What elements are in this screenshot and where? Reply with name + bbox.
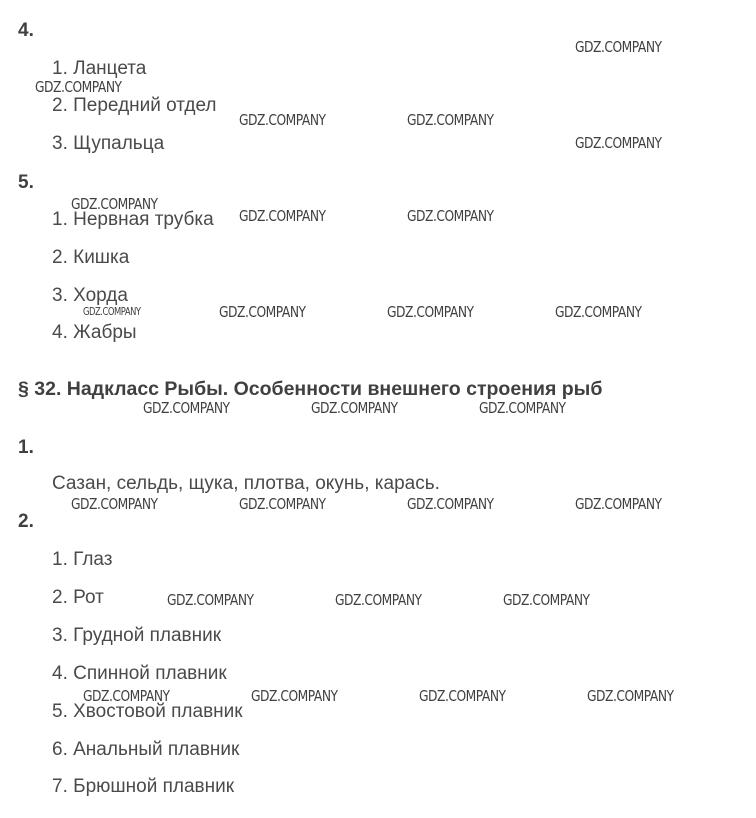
watermark: GDZ.COMPANY xyxy=(143,399,230,417)
watermark: GDZ.COMPANY xyxy=(83,687,170,705)
watermark: GDZ.COMPANY xyxy=(575,495,662,513)
watermark: GDZ.COMPANY xyxy=(311,399,398,417)
answer-item: 4. Жабры xyxy=(52,322,137,343)
question-number-5: 5. xyxy=(18,172,34,193)
watermark: GDZ.COMPANY xyxy=(407,207,494,225)
watermark: GDZ.COMPANY xyxy=(407,495,494,513)
answer-item: 2. Рот xyxy=(52,587,104,608)
watermark: GDZ.COMPANY xyxy=(239,111,326,129)
watermark: GDZ.COMPANY xyxy=(587,687,674,705)
question-number-1: 1. xyxy=(18,437,34,458)
watermark: GDZ.COMPANY xyxy=(251,687,338,705)
watermark: GDZ.COMPANY xyxy=(575,134,662,152)
watermark: GDZ.COMPANY xyxy=(335,591,422,609)
watermark: GDZ.COMPANY xyxy=(35,78,122,96)
section-heading: § 32. Надкласс Рыбы. Особенности внешнего строения рыб xyxy=(18,378,603,400)
answer-item: 4. Спинной плавник xyxy=(52,663,227,684)
watermark: GDZ.COMPANY xyxy=(419,687,506,705)
answer-item: 6. Анальный плавник xyxy=(52,739,240,760)
answer-text: Сазан, сельдь, щука, плотва, окунь, карась. xyxy=(52,473,440,494)
watermark: GDZ.COMPANY xyxy=(555,303,642,321)
question-number-2: 2. xyxy=(18,511,34,532)
answer-item: 7. Брюшной плавник xyxy=(52,776,235,797)
watermark: GDZ.COMPANY xyxy=(387,303,474,321)
answer-item: 5. Хвостовой плавник xyxy=(52,701,243,722)
watermark: GDZ.COMPANY xyxy=(167,591,254,609)
watermark: GDZ.COMPANY xyxy=(407,111,494,129)
watermark: GDZ.COMPANY xyxy=(83,306,141,318)
answer-item: 2. Передний отдел xyxy=(52,95,217,116)
answer-item: 1. Нервная трубка xyxy=(52,209,214,230)
answer-item: 1. Ланцета xyxy=(52,58,147,79)
watermark: GDZ.COMPANY xyxy=(219,303,306,321)
watermark: GDZ.COMPANY xyxy=(239,495,326,513)
watermark: GDZ.COMPANY xyxy=(71,495,158,513)
watermark: GDZ.COMPANY xyxy=(71,195,158,213)
answer-item: 3. Хорда xyxy=(52,285,128,306)
watermark: GDZ.COMPANY xyxy=(503,591,590,609)
watermark: GDZ.COMPANY xyxy=(239,207,326,225)
answer-item: 3. Грудной плавник xyxy=(52,625,222,646)
answer-item: 2. Кишка xyxy=(52,247,130,268)
answer-item: 1. Глаз xyxy=(52,549,113,570)
watermark: GDZ.COMPANY xyxy=(575,38,662,56)
answer-item: 3. Щупальца xyxy=(52,133,165,154)
question-number-4: 4. xyxy=(18,20,34,41)
watermark: GDZ.COMPANY xyxy=(479,399,566,417)
